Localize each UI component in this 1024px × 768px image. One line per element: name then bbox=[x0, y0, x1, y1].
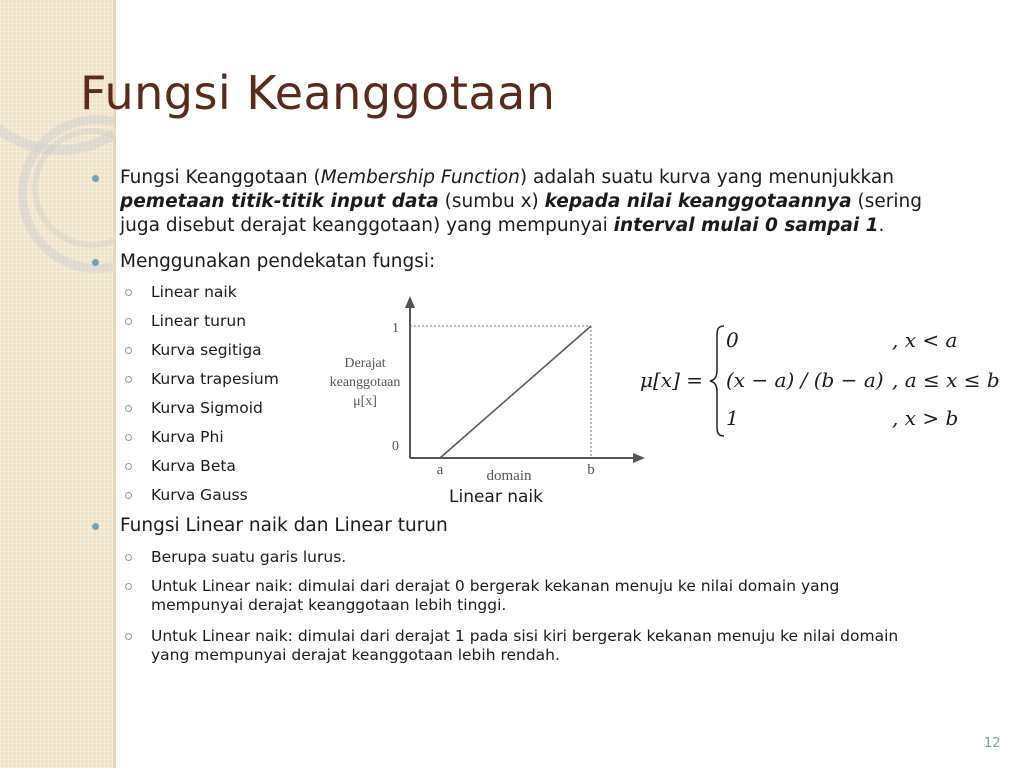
list-item-label: Linear turun bbox=[151, 312, 247, 330]
list-item-label: Berupa suatu garis lurus. bbox=[151, 548, 347, 566]
bullet-dot bbox=[92, 175, 99, 182]
approach-heading: Menggunakan pendekatan fungsi: bbox=[120, 251, 436, 272]
linear-naik-chart bbox=[315, 290, 645, 490]
sub-bullet-ring bbox=[125, 289, 132, 296]
sub-bullet-ring bbox=[125, 376, 132, 383]
list-item-label: Kurva trapesium bbox=[151, 370, 279, 388]
y-tick-label: 1 bbox=[392, 321, 399, 336]
list-item bbox=[151, 577, 839, 615]
intro-strong: interval mulai 0 sampai 1 bbox=[613, 215, 879, 236]
intro-text: (sering bbox=[851, 191, 922, 212]
case-condition: , x > b bbox=[892, 406, 959, 430]
x-tick-label: a bbox=[436, 462, 444, 478]
list-item-label: Kurva Beta bbox=[151, 457, 236, 475]
list-item bbox=[151, 548, 346, 567]
list-item bbox=[151, 341, 262, 360]
list-item bbox=[151, 312, 246, 331]
sub-bullet-ring bbox=[125, 318, 132, 325]
list-item bbox=[151, 283, 237, 302]
sub-bullet-ring bbox=[125, 492, 132, 499]
list-item-label: Kurva Sigmoid bbox=[151, 399, 263, 417]
intro-text: ) adalah suatu kurva yang menunjukkan bbox=[519, 167, 894, 188]
y-axis-label-line: keanggotaan bbox=[329, 375, 401, 390]
bullet-dot bbox=[92, 523, 99, 530]
intro-text: Fungsi Keanggotaan ( bbox=[120, 167, 321, 188]
list-item bbox=[151, 627, 898, 665]
list-item-label: Kurva Phi bbox=[151, 428, 224, 446]
intro-line-1 bbox=[120, 166, 922, 190]
list-item bbox=[151, 486, 248, 505]
x-axis-arrow bbox=[633, 453, 645, 463]
list-item bbox=[151, 370, 279, 389]
list-item bbox=[151, 457, 236, 476]
sub-bullet-ring bbox=[125, 434, 132, 441]
list-item bbox=[151, 428, 224, 447]
y-axis-label-line: Derajat bbox=[344, 356, 386, 371]
x-axis-label: domain bbox=[486, 468, 532, 484]
list-item bbox=[151, 399, 263, 418]
intro-line-2 bbox=[120, 190, 922, 214]
y-axis-label-line: μ[x] bbox=[353, 394, 377, 409]
intro-strong: pemetaan titik-titik input data bbox=[120, 191, 439, 212]
membership-formula bbox=[640, 322, 1020, 442]
sub-bullet-ring bbox=[125, 405, 132, 412]
slide-title: Fungsi Keanggotaan bbox=[80, 66, 556, 120]
case-expression: 1 bbox=[726, 406, 739, 430]
sub-bullet-ring bbox=[125, 347, 132, 354]
intro-line-3 bbox=[120, 214, 922, 238]
sub-bullet-ring bbox=[125, 463, 132, 470]
case-condition: , a ≤ x ≤ b bbox=[892, 368, 1000, 392]
intro-text: (sumbu x) bbox=[438, 191, 545, 212]
y-tick-label: 0 bbox=[392, 439, 399, 454]
bullet-intro bbox=[120, 166, 922, 238]
list-item-line: yang mempunyai derajat keanggotaan lebih rendah. bbox=[151, 646, 560, 664]
formula-brace bbox=[708, 324, 728, 438]
case-expression: (x − a) / (b − a) bbox=[726, 368, 884, 392]
case-expression: 0 bbox=[726, 328, 739, 352]
series-line bbox=[440, 326, 591, 458]
list-item-line: Untuk Linear naik: dimulai dari derajat 1 pada sisi kiri bergerak kekanan menuju ke nilai domain bbox=[151, 627, 899, 645]
intro-text: . bbox=[878, 215, 885, 236]
bullet-approach bbox=[120, 250, 435, 274]
bullet-dot bbox=[92, 259, 99, 266]
bullet-linear bbox=[120, 514, 448, 538]
list-item-label: Kurva segitiga bbox=[151, 341, 262, 359]
formula-lhs: μ[x] = bbox=[640, 368, 703, 392]
list-item-line: mempunyai derajat keanggotaan lebih tinggi. bbox=[151, 596, 507, 614]
chart-caption: Linear naik bbox=[449, 487, 543, 507]
case-condition: , x < a bbox=[892, 328, 958, 352]
sub-bullet-ring bbox=[125, 554, 132, 561]
sub-bullet-ring bbox=[125, 583, 132, 590]
intro-text: juga disebut derajat keanggotaan) yang mempunyai bbox=[120, 215, 614, 236]
page-number: 12 bbox=[984, 736, 1001, 751]
sub-bullet-ring bbox=[125, 633, 132, 640]
x-tick-label: b bbox=[587, 462, 595, 478]
y-axis-arrow bbox=[405, 296, 415, 308]
linear-heading: Fungsi Linear naik dan Linear turun bbox=[120, 515, 448, 536]
intro-strong: kepada nilai keanggotaannya bbox=[544, 191, 852, 212]
intro-emphasis: Membership Function bbox=[320, 167, 520, 188]
list-item-label: Kurva Gauss bbox=[151, 486, 248, 504]
list-item-label: Linear naik bbox=[151, 283, 237, 301]
list-item-line: Untuk Linear naik: dimulai dari derajat 0 bergerak kekanan menuju ke nilai domain yang bbox=[151, 577, 840, 595]
